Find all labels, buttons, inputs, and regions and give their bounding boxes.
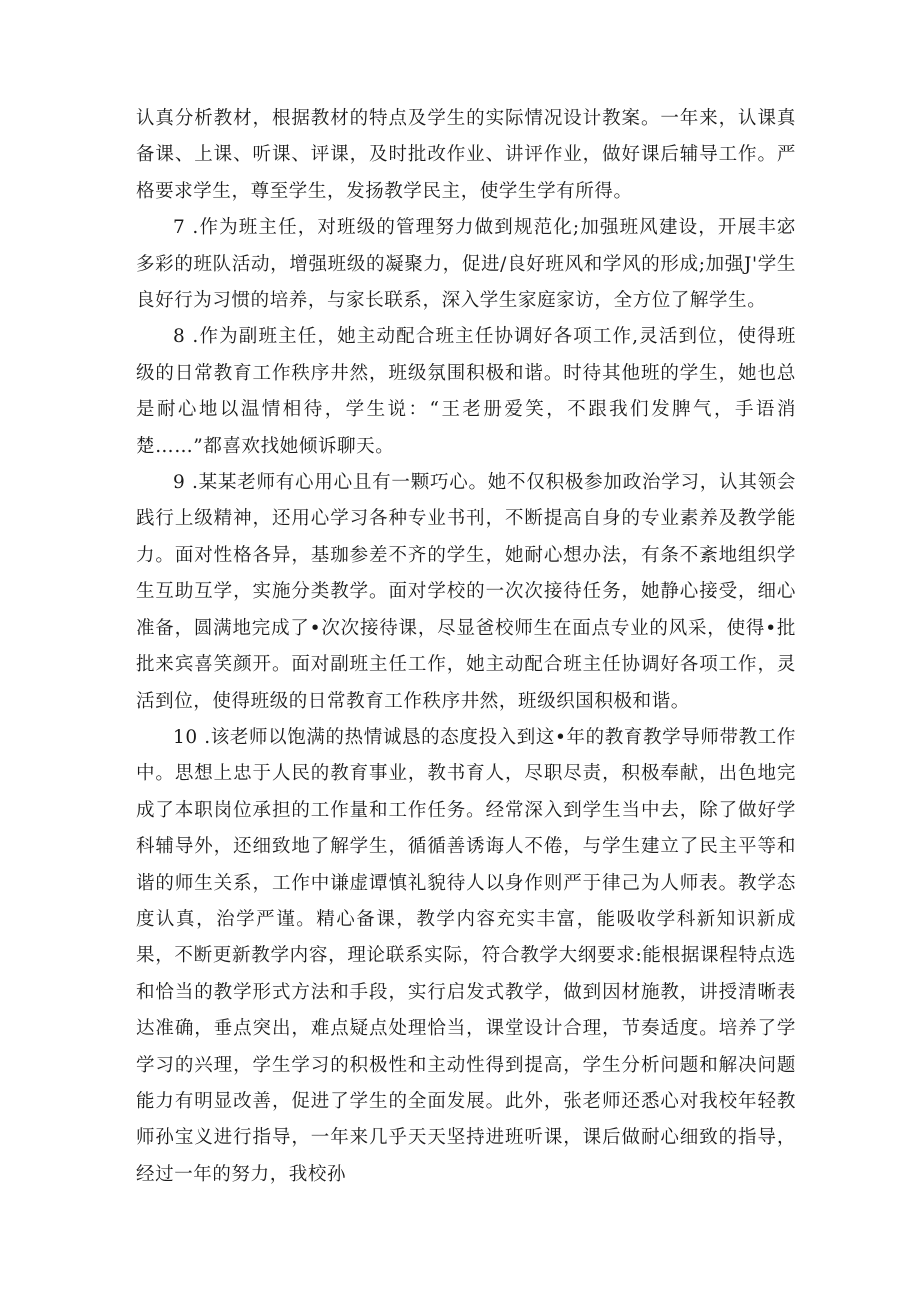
paragraph-item-9: 9 .某某老师有心用心且有一颗巧心。她不仅积极参加政治学习，认其领会践行上级精神，还用心学习各种专业书刊，不断提高自身的专业素养及教学能力。面对性格各异，基珈参差不齐的学生，她耐心想办法，有条不紊地组织学生互助互学，实施分类教学。面对学校的一次次接待任务，她静心接受，细心准备，圆满地完成了•次次接待课，尽显爸校师生在面点专业的风采，使得•批批来宾喜笑颜开。面对副班主任工作，她主动配合班主任协调好各项工作，灵活到位，使得班级的日常教育工作秩序井然，班级织国积极和谐。 (136, 472, 796, 712)
paragraph-continuation: 认真分析教材，根据教材的特点及学生的实际情况设计教案。一年来，认课真备课、上课、听课、评课，及时批改作业、讲评作业，做好课后辅导工作。严格要求学生，尊至学生，发扬教学民主，使学生学有所得。 (136, 108, 796, 202)
paragraph-item-10: 10 .该老师以饱满的热情诚恳的态度投入到这•年的教育教学导师带教工作中。思想上忠于人民的教育事业，教书育人，尽职尽责，积极奉献，出色地完成了本职岗位承担的工作量和工作任务。经常深入到学生当中去，除了做好学科辅导外，还细致地了解学生，循循善诱诲人不倦，与学生建立了民主平等和谐的师生关系，工作中谦虚谭慎礼貌待人以身作则严于律己为人师表。教学态度认真，治学严谨。精心备课，教学内容充实丰富，能吸收学科新知识新成果，不断更新教学内容，理论联系实际，符合教学大纲要求:能根据课程特点选和恰当的教学形式方法和手段，实行启发式教学，做到因材施教，讲授清晰表达准确，垂点突出，难点疑点处理恰当，课堂设计合理，节奏适度。培养了学学习的兴理，学生学习的积极性和主动性得到提高，学生分析问题和解决问题能力有明显改善，促进了学生的全面发展。此外，张老师还悉心对我校年轻教师孙宝义进行指导，一年来几乎天天坚持进班听课，课后做耐心细致的指导，经过一年的努力，我校孙 (136, 726, 796, 1185)
document-body (136, 101, 796, 1193)
paragraph-item-7: 7 .作为班主任，对班级的管理努力做到规范化;加强班风建设，开展丰宓多彩的班队活动，增强班级的凝聚力，促进/良好班风和学风的形成;加强J'学生良好行为习惯的培养，与家长联系，深入学生家庭家访，全方位了解学生。 (136, 217, 796, 312)
paragraph-item-8: 8 .作为副班主任，她主动配合班主任协调好各项工作,灵活到位，使得班级的日常教育工作秩序井然，班级氛围积极和谐。时待其他班的学生，她也总是耐心地以温情相待，学生说：“王老册爱笑，不跟我们发脾气，手语消楚……”都喜欢找她倾诉聊天。 (136, 326, 796, 457)
